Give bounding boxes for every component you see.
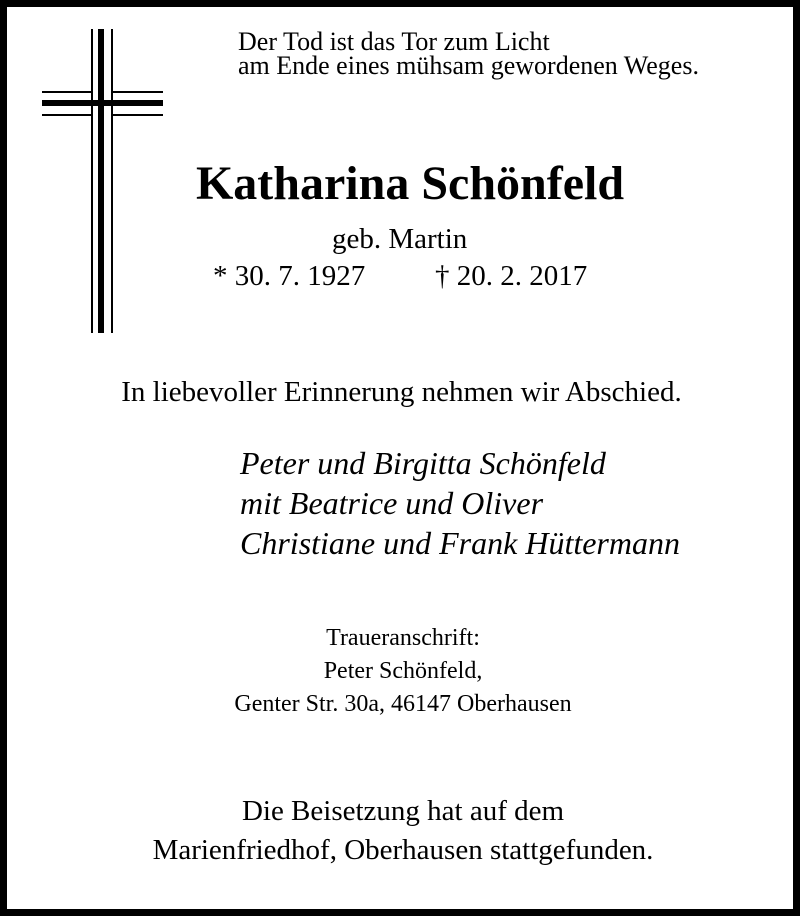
death-date: † 20. 2. 2017 <box>435 260 588 292</box>
farewell-text: In liebevoller Erinnerung nehmen wir Abschied. <box>121 376 682 408</box>
maiden-name: geb. Martin <box>332 223 468 255</box>
burial-line-2: Marienfriedhof, Oberhausen stattgefunden. <box>152 834 654 866</box>
address-street-city: Genter Str. 30a, 46147 Oberhausen <box>234 691 572 717</box>
mourner-line-1: Peter und Birgitta Schönfeld <box>240 445 606 481</box>
motto-line-1: Der Tod ist das Tor zum Licht <box>238 27 550 56</box>
address-name: Peter Schönfeld, <box>323 658 483 684</box>
motto-line-2: am Ende eines mühsam gewordenen Weges. <box>238 51 699 80</box>
mourner-line-3: Christiane und Frank Hüttermann <box>240 525 680 561</box>
burial-line-1: Die Beisetzung hat auf dem <box>241 795 565 827</box>
deceased-name: Katharina Schönfeld <box>195 157 625 210</box>
mourner-line-2: mit Beatrice und Oliver <box>240 485 544 521</box>
address-label: Traueranschrift: <box>326 625 480 651</box>
birth-date: * 30. 7. 1927 <box>213 260 366 292</box>
